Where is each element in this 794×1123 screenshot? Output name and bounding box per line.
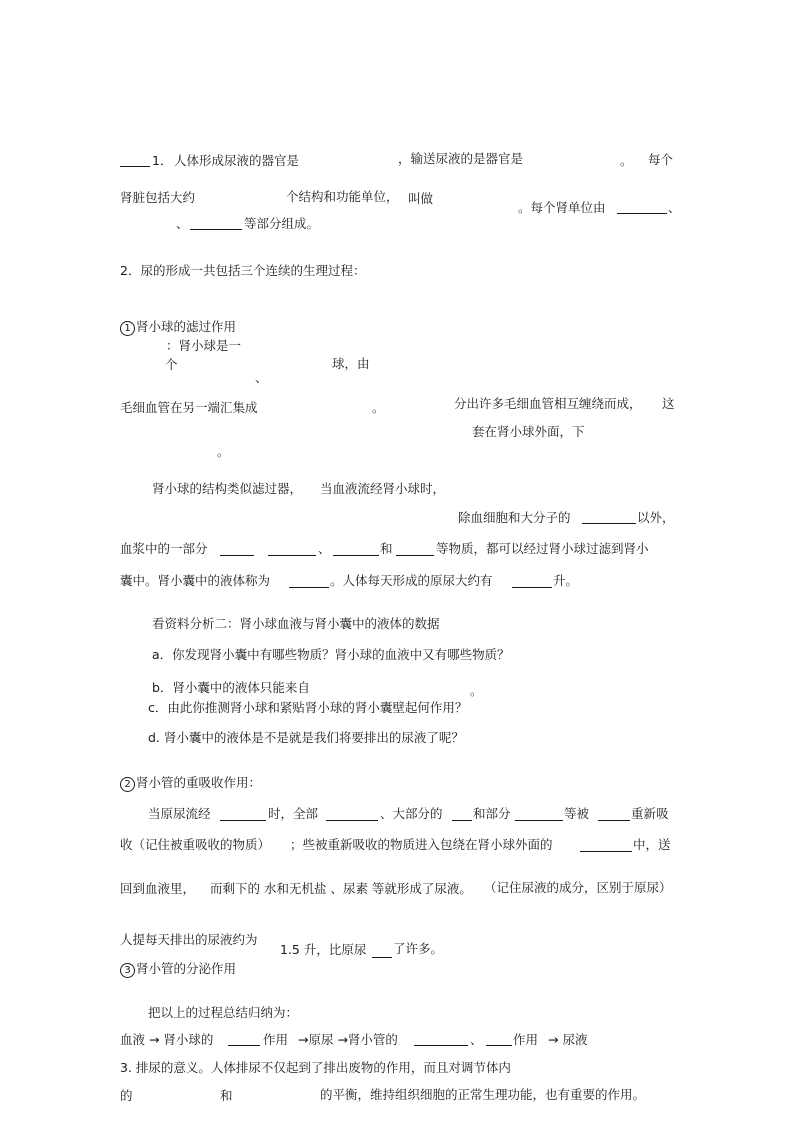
- s2-text: 中，送: [633, 837, 671, 852]
- summary-text: 、: [470, 1032, 483, 1047]
- blank[interactable]: [582, 523, 636, 524]
- section-title-text: 肾小管的重吸收作用：: [136, 775, 262, 790]
- q1-text: 。每个肾单位由: [518, 200, 606, 215]
- summary-text: 作用: [513, 1032, 539, 1047]
- blank[interactable]: [452, 820, 472, 821]
- analysis-heading: 看资料分析二：肾小球血液与肾小囊中的液体的数据: [152, 616, 440, 631]
- q1-text: 叫做: [408, 191, 434, 206]
- blank[interactable]: [190, 229, 242, 230]
- analysis-question-d: d. 肾小囊中的液体是不是就是我们将要排出的尿液了呢？: [148, 730, 464, 745]
- s1-text: 以外，: [637, 510, 675, 525]
- section-title: [120, 319, 236, 336]
- q1-text: 。: [620, 153, 633, 168]
- summary-text: → 尿液: [548, 1032, 588, 1047]
- analysis-question-a: a．你发现肾小囊中有哪些物质？肾小球的血液中又有哪些物质？: [152, 647, 510, 662]
- section-title-text: 肾小球的滤过作用: [136, 319, 237, 334]
- blank[interactable]: [372, 957, 392, 958]
- q2-title: 2．尿的形成一共包括三个连续的生理过程：: [120, 263, 366, 278]
- summary-text: →原尿 →肾小管的: [298, 1032, 398, 1047]
- analysis-question-b: 。: [470, 683, 483, 698]
- s1-text: 、: [255, 370, 268, 385]
- s1-text: 这: [662, 396, 675, 411]
- s1-text: 个: [165, 357, 178, 372]
- blank[interactable]: [580, 851, 632, 852]
- s1-text: 、: [318, 541, 331, 556]
- analysis-question-c: c．由此你推测肾小球和紧贴肾小球的肾小囊壁起何作用？: [148, 700, 468, 715]
- blank[interactable]: [228, 1045, 260, 1046]
- s2-text: ；些被重新吸收的物质进入包绕在肾小球外面的: [290, 837, 553, 852]
- q1-text: 、: [176, 216, 189, 231]
- s1-text: 囊中。肾小囊中的液体称为: [120, 573, 271, 588]
- s2-text: 重新吸: [631, 806, 669, 821]
- s2-text: 时，全部: [268, 806, 319, 821]
- blank[interactable]: [220, 820, 266, 821]
- s2-text: 回到血液里，: [120, 881, 196, 896]
- q3-text: 的平衡，维持组织细胞的正常生理功能，也有重要的作用。: [320, 1087, 646, 1102]
- s2-text: 而剩下的 水和无机盐 、尿素 等就形成了尿液。: [210, 881, 472, 896]
- summary-text: 血液 → 肾小球的: [120, 1032, 214, 1047]
- blank[interactable]: [396, 555, 434, 556]
- s1-text: 升。: [553, 573, 579, 588]
- summary-text: 作用: [263, 1032, 289, 1047]
- s2-text: 1.5 升，比原尿: [280, 942, 367, 957]
- s2-text: 收（记住被重吸收的物质）: [120, 837, 271, 852]
- s2-text: 当原尿流经: [148, 806, 211, 821]
- circled-number: 3: [120, 963, 135, 978]
- s1-text: 毛细血管在另一端汇集成: [120, 400, 258, 415]
- analysis-question-b: b．肾小囊中的液体只能来自: [152, 680, 310, 695]
- s2-text: （记住尿液的成分，区别于原尿）: [484, 880, 672, 895]
- section-title-text: 肾小管的分泌作用: [136, 961, 237, 976]
- s1-text: 。: [217, 444, 230, 459]
- s2-text: 和部分: [473, 806, 511, 821]
- s2-text: 了许多。: [393, 941, 444, 956]
- circled-number: 1: [120, 321, 135, 336]
- s1-text: 血浆中的一部分: [120, 541, 208, 556]
- s1-text: 等物质，都可以经过肾小球过滤到肾小: [436, 541, 649, 556]
- section-title: [120, 775, 261, 792]
- s1-text: 肾小球的结构类似滤过器，: [152, 481, 303, 496]
- blank[interactable]: [326, 820, 378, 821]
- q1-text: 等部分组成。: [244, 216, 320, 231]
- blank[interactable]: [515, 820, 563, 821]
- q1-text: 个结构和功能单位，: [286, 189, 399, 204]
- s2-text: 、大部分的: [380, 806, 443, 821]
- q1-text: 肾脏包括大约: [120, 190, 196, 205]
- blank[interactable]: [268, 555, 316, 556]
- q1-text: 、: [668, 200, 681, 215]
- q3-text: 的: [120, 1088, 133, 1103]
- s2-text: 人提每天排出的尿液约为: [120, 932, 258, 947]
- s1-text: ：肾小球是一: [166, 338, 242, 353]
- s1-text: 。人体每天形成的原尿大约有: [330, 573, 493, 588]
- blank[interactable]: [333, 555, 379, 556]
- blank[interactable]: [120, 166, 150, 167]
- q1-text: ，输送尿液的是器官是: [398, 151, 524, 166]
- s1-text: 当血液流经肾小球时，: [320, 481, 446, 496]
- s1-text: 和: [380, 541, 393, 556]
- q1-number: 1．: [152, 153, 173, 168]
- blank[interactable]: [486, 1045, 512, 1046]
- s1-text: 球，由: [332, 356, 370, 371]
- blank[interactable]: [414, 1045, 468, 1046]
- s1-text: 除血细胞和大分子的: [458, 510, 571, 525]
- blank[interactable]: [512, 587, 552, 588]
- blank[interactable]: [617, 213, 667, 214]
- q1-text: 每个: [648, 152, 674, 167]
- q3-text: 和: [220, 1088, 233, 1103]
- blank[interactable]: [220, 555, 254, 556]
- blank[interactable]: [598, 820, 630, 821]
- s1-text: 分出许多毛细血管相互缠绕而成，: [454, 396, 642, 411]
- blank[interactable]: [289, 587, 329, 588]
- s1-text: 。: [372, 400, 385, 415]
- q1-text: 人体形成尿液的器官是: [174, 153, 300, 168]
- circled-number: 2: [120, 777, 135, 792]
- s2-text: 等被: [564, 806, 590, 821]
- q3-text: 3. 排尿的意义。人体排尿不仅起到了排出废物的作用，而且对调节体内: [120, 1060, 511, 1075]
- s1-text: 套在肾小球外面，下: [472, 424, 585, 439]
- section-title: [120, 961, 236, 978]
- summary-intro: 把以上的过程总结归纳为：: [148, 1005, 299, 1020]
